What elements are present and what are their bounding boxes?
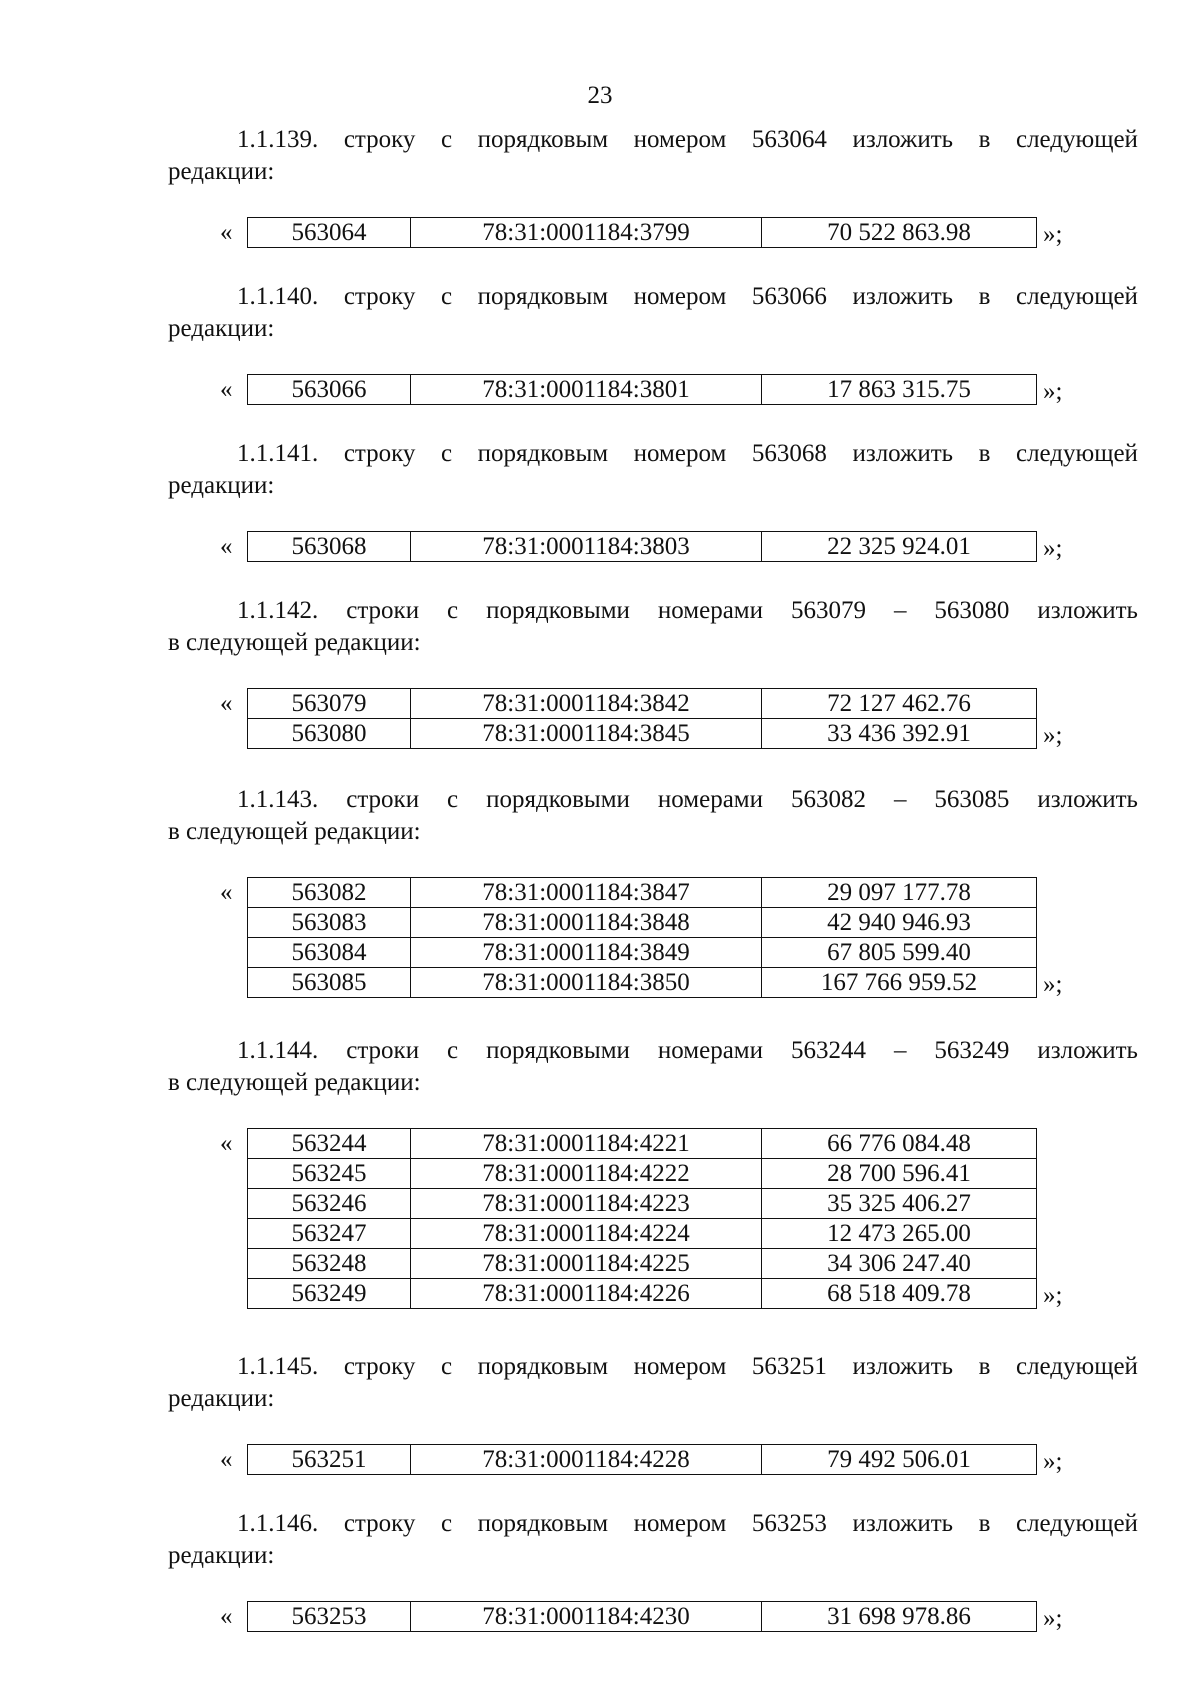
value-cell: 42 940 946.93 (762, 908, 1037, 938)
cadastral-number-cell: 78:31:0001184:3847 (411, 878, 762, 908)
paragraph-word: 563251 (751, 1353, 827, 1380)
amendment-section (0, 1351, 1200, 1508)
opening-quote: « (220, 1130, 233, 1157)
paragraph-word: с (447, 1037, 459, 1064)
paragraph-line-2: в следующей редакции: (168, 629, 421, 656)
amendment-section (0, 595, 1200, 784)
opening-quote: « (220, 219, 233, 246)
table-row (248, 719, 1037, 749)
paragraph-word: изложить (852, 126, 954, 153)
paragraph-word: порядковыми (486, 786, 630, 813)
paragraph-word: в (978, 440, 991, 467)
paragraph-line-2: в следующей редакции: (168, 818, 421, 845)
table-row (248, 1602, 1037, 1632)
paragraph-line-1 (168, 784, 1138, 816)
paragraph-word: изложить (852, 1353, 954, 1380)
row-number-cell: 563251 (248, 1445, 411, 1475)
opening-quote: « (220, 533, 233, 560)
paragraph-line-2: редакции: (168, 472, 275, 499)
table-row (248, 375, 1037, 405)
clause-number: 1.1.139. (237, 126, 319, 153)
paragraph-word: 563082 (790, 786, 866, 813)
row-number-cell: 563245 (248, 1159, 411, 1189)
amendment-table (247, 1601, 1037, 1632)
paragraph-word: строку (343, 440, 416, 467)
paragraph-word: в (978, 283, 991, 310)
paragraph-word: следующей (1015, 1510, 1138, 1537)
cadastral-number-cell: 78:31:0001184:4223 (411, 1189, 762, 1219)
row-number-cell: 563079 (248, 689, 411, 719)
table-row (248, 1279, 1037, 1309)
row-number-cell: 563064 (248, 218, 411, 248)
table-row (248, 878, 1037, 908)
amendment-section (0, 1508, 1200, 1665)
closing-quote: »; (1043, 535, 1063, 562)
paragraph-word: с (441, 126, 453, 153)
value-cell: 79 492 506.01 (762, 1445, 1037, 1475)
paragraph-word: номером (633, 440, 727, 467)
clause-number: 1.1.145. (237, 1353, 319, 1380)
cadastral-number-cell: 78:31:0001184:4224 (411, 1219, 762, 1249)
amendment-section (0, 124, 1200, 281)
paragraph-word: в (978, 1510, 991, 1537)
value-cell: 17 863 315.75 (762, 375, 1037, 405)
cadastral-number-cell: 78:31:0001184:4225 (411, 1249, 762, 1279)
paragraph-line-1 (168, 1035, 1138, 1067)
value-cell: 12 473 265.00 (762, 1219, 1037, 1249)
table-row (248, 938, 1037, 968)
paragraph-word: строку (343, 283, 416, 310)
opening-quote: « (220, 690, 233, 717)
amendment-paragraph (168, 784, 1138, 848)
paragraph-word: порядковыми (486, 597, 630, 624)
paragraph-word: 563064 (751, 126, 827, 153)
paragraph-line-2: редакции: (168, 158, 275, 185)
paragraph-word: строку (343, 1510, 416, 1537)
paragraph-word: порядковыми (486, 1037, 630, 1064)
value-cell: 29 097 177.78 (762, 878, 1037, 908)
value-cell: 72 127 462.76 (762, 689, 1037, 719)
paragraph-line-2: редакции: (168, 1385, 275, 1412)
paragraph-line-2: в следующей редакции: (168, 1069, 421, 1096)
cadastral-number-cell: 78:31:0001184:3845 (411, 719, 762, 749)
clause-number: 1.1.141. (237, 440, 319, 467)
value-cell: 35 325 406.27 (762, 1189, 1037, 1219)
paragraph-word: порядковым (477, 283, 609, 310)
paragraph-word: 563080 (934, 597, 1010, 624)
amendment-paragraph (168, 595, 1138, 659)
paragraph-word: в (978, 1353, 991, 1380)
table-row (248, 1159, 1037, 1189)
amendment-table (247, 374, 1037, 405)
paragraph-word: с (447, 597, 459, 624)
paragraph-word: порядковым (477, 1510, 609, 1537)
opening-quote: « (220, 1603, 233, 1630)
amendment-section (0, 1035, 1200, 1351)
paragraph-word: 563066 (751, 283, 827, 310)
closing-quote: »; (1043, 1282, 1063, 1309)
table-row (248, 1189, 1037, 1219)
table-row (248, 908, 1037, 938)
table-row (248, 218, 1037, 248)
table-row (248, 1219, 1037, 1249)
paragraph-word: с (441, 1510, 453, 1537)
amendment-paragraph (168, 281, 1138, 345)
clause-number: 1.1.144. (237, 1037, 319, 1064)
cadastral-number-cell: 78:31:0001184:3848 (411, 908, 762, 938)
cadastral-number-cell: 78:31:0001184:4222 (411, 1159, 762, 1189)
paragraph-word: строки (346, 786, 420, 813)
paragraph-line-1 (168, 124, 1138, 156)
paragraph-word: номером (633, 1510, 727, 1537)
row-number-cell: 563244 (248, 1129, 411, 1159)
paragraph-word: 563085 (934, 786, 1010, 813)
opening-quote: « (220, 879, 233, 906)
paragraph-word: изложить (1037, 597, 1138, 624)
value-cell: 70 522 863.98 (762, 218, 1037, 248)
amendments-list (0, 124, 1200, 1665)
paragraph-line-1 (168, 438, 1138, 470)
row-number-cell: 563247 (248, 1219, 411, 1249)
row-number-cell: 563084 (248, 938, 411, 968)
paragraph-word: следующей (1015, 440, 1138, 467)
cadastral-number-cell: 78:31:0001184:3803 (411, 532, 762, 562)
paragraph-word: следующей (1015, 126, 1138, 153)
paragraph-word: с (441, 440, 453, 467)
row-number-cell: 563253 (248, 1602, 411, 1632)
value-cell: 22 325 924.01 (762, 532, 1037, 562)
paragraph-word: с (441, 1353, 453, 1380)
row-number-cell: 563068 (248, 532, 411, 562)
paragraph-word: номером (633, 1353, 727, 1380)
clause-number: 1.1.146. (237, 1510, 319, 1537)
cadastral-number-cell: 78:31:0001184:4221 (411, 1129, 762, 1159)
row-number-cell: 563082 (248, 878, 411, 908)
opening-quote: « (220, 376, 233, 403)
cadastral-number-cell: 78:31:0001184:4226 (411, 1279, 762, 1309)
cadastral-number-cell: 78:31:0001184:3842 (411, 689, 762, 719)
paragraph-word: изложить (852, 440, 954, 467)
paragraph-word: изложить (1037, 786, 1138, 813)
paragraph-word: 563249 (934, 1037, 1010, 1064)
amendment-paragraph (168, 1351, 1138, 1415)
paragraph-word: с (441, 283, 453, 310)
value-cell: 167 766 959.52 (762, 968, 1037, 998)
cadastral-number-cell: 78:31:0001184:3850 (411, 968, 762, 998)
amendment-section (0, 784, 1200, 1035)
amendment-paragraph (168, 124, 1138, 188)
amendment-table (247, 531, 1037, 562)
cadastral-number-cell: 78:31:0001184:3801 (411, 375, 762, 405)
paragraph-word: в (978, 126, 991, 153)
row-number-cell: 563080 (248, 719, 411, 749)
amendment-table (247, 688, 1037, 749)
paragraph-word: порядковым (477, 440, 609, 467)
clause-number: 1.1.142. (237, 597, 319, 624)
paragraph-word: – (893, 597, 907, 624)
opening-quote: « (220, 1446, 233, 1473)
cadastral-number-cell: 78:31:0001184:3849 (411, 938, 762, 968)
paragraph-word: изложить (852, 1510, 954, 1537)
paragraph-line-2: редакции: (168, 1542, 275, 1569)
value-cell: 28 700 596.41 (762, 1159, 1037, 1189)
paragraph-word: 563079 (790, 597, 866, 624)
amendment-paragraph (168, 1035, 1138, 1099)
closing-quote: »; (1043, 1448, 1063, 1475)
amendment-table (247, 1128, 1037, 1309)
paragraph-line-1 (168, 595, 1138, 627)
value-cell: 68 518 409.78 (762, 1279, 1037, 1309)
closing-quote: »; (1043, 1605, 1063, 1632)
page-number: 23 (587, 82, 613, 109)
paragraph-word: изложить (852, 283, 954, 310)
closing-quote: »; (1043, 722, 1063, 749)
paragraph-word: порядковым (477, 1353, 609, 1380)
row-number-cell: 563085 (248, 968, 411, 998)
paragraph-word: номером (633, 126, 727, 153)
paragraph-word: номером (633, 283, 727, 310)
amendment-paragraph (168, 438, 1138, 502)
value-cell: 34 306 247.40 (762, 1249, 1037, 1279)
paragraph-word: изложить (1037, 1037, 1138, 1064)
clause-number: 1.1.140. (237, 283, 319, 310)
amendment-table (247, 1444, 1037, 1475)
paragraph-word: номерами (657, 1037, 763, 1064)
amendment-table (247, 217, 1037, 248)
paragraph-word: 563068 (751, 440, 827, 467)
amendment-section (0, 281, 1200, 438)
paragraph-word: номерами (657, 786, 763, 813)
cadastral-number-cell: 78:31:0001184:4228 (411, 1445, 762, 1475)
paragraph-word: следующей (1015, 1353, 1138, 1380)
table-row (248, 968, 1037, 998)
cadastral-number-cell: 78:31:0001184:4230 (411, 1602, 762, 1632)
paragraph-word: строку (343, 126, 416, 153)
paragraph-word: номерами (657, 597, 763, 624)
paragraph-line-2: редакции: (168, 315, 275, 342)
row-number-cell: 563083 (248, 908, 411, 938)
paragraph-word: строки (346, 1037, 420, 1064)
paragraph-word: – (893, 786, 907, 813)
table-row (248, 1129, 1037, 1159)
row-number-cell: 563248 (248, 1249, 411, 1279)
row-number-cell: 563249 (248, 1279, 411, 1309)
table-row (248, 1249, 1037, 1279)
paragraph-word: строки (346, 597, 420, 624)
value-cell: 67 805 599.40 (762, 938, 1037, 968)
value-cell: 66 776 084.48 (762, 1129, 1037, 1159)
paragraph-word: 563244 (790, 1037, 866, 1064)
amendment-section (0, 438, 1200, 595)
value-cell: 31 698 978.86 (762, 1602, 1037, 1632)
paragraph-word: с (447, 786, 459, 813)
amendment-table (247, 877, 1037, 998)
paragraph-line-1 (168, 1351, 1138, 1383)
table-row (248, 1445, 1037, 1475)
amendment-paragraph (168, 1508, 1138, 1572)
row-number-cell: 563246 (248, 1189, 411, 1219)
table-row (248, 532, 1037, 562)
closing-quote: »; (1043, 221, 1063, 248)
paragraph-word: 563253 (751, 1510, 827, 1537)
paragraph-word: следующей (1015, 283, 1138, 310)
closing-quote: »; (1043, 971, 1063, 998)
paragraph-word: – (893, 1037, 907, 1064)
cadastral-number-cell: 78:31:0001184:3799 (411, 218, 762, 248)
paragraph-word: строку (343, 1353, 416, 1380)
paragraph-word: порядковым (477, 126, 609, 153)
paragraph-line-1 (168, 281, 1138, 313)
clause-number: 1.1.143. (237, 786, 319, 813)
table-row (248, 689, 1037, 719)
value-cell: 33 436 392.91 (762, 719, 1037, 749)
row-number-cell: 563066 (248, 375, 411, 405)
paragraph-line-1 (168, 1508, 1138, 1540)
closing-quote: »; (1043, 378, 1063, 405)
